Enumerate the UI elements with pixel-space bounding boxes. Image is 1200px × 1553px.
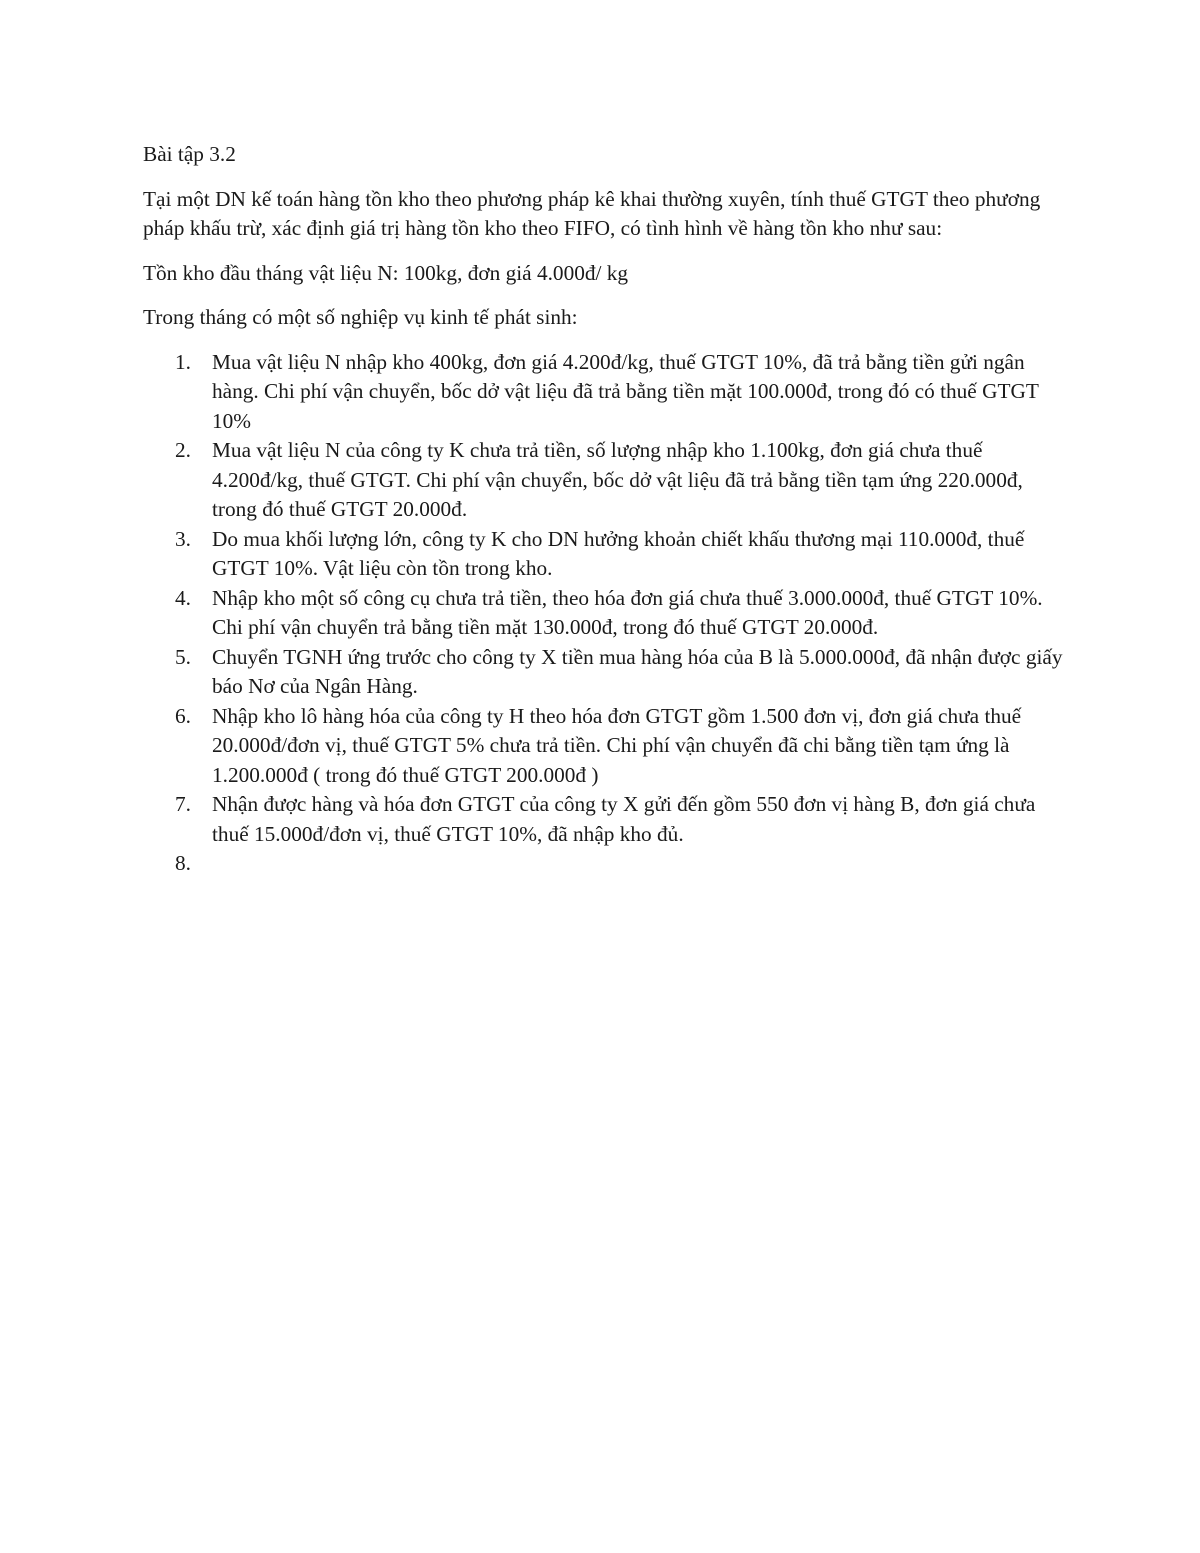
document-page (143, 140, 1068, 875)
list-item-number: 8. (175, 851, 191, 875)
list-item-number: 5. (175, 644, 191, 669)
list-item (143, 643, 1068, 702)
list-item-text: Nhập kho lô hàng hóa của công ty H theo hóa đơn GTGT gồm 1.500 đơn vị, đơn giá chưa thuế 20.000đ/đơn vị, thuế GTGT 5% chưa trả tiền. Chi phí vận chuyển đã chi bằng tiền tạm ứng là 1.200.000đ ( trong đó thuế GTGT 200.000đ ) (212, 703, 1022, 787)
list-item (143, 702, 1068, 791)
list-item (143, 525, 1068, 584)
list-item-text: Mua vật liệu N nhập kho 400kg, đơn giá 4.200đ/kg, thuế GTGT 10%, đã trả bằng tiền gửi ngân hàng. Chi phí vận chuyển, bốc dở vật liệu đã trả bằng tiền mặt 100.000đ, trong đó có thuế GTGT 10% (212, 349, 1039, 433)
opening-stock-paragraph: Tồn kho đầu tháng vật liệu N: 100kg, đơn giá 4.000đ/ kg (143, 260, 629, 285)
exercise-title: Bài tập 3.2 (143, 142, 236, 166)
list-item-text: Do mua khối lượng lớn, công ty K cho DN hưởng khoản chiết khấu thương mại 110.000đ, thuế GTGT 10%. Vật liệu còn tồn trong kho. (212, 526, 1025, 580)
list-item-number: 4. (175, 585, 191, 610)
list-item-text: Nhập kho một số công cụ chưa trả tiền, theo hóa đơn giá chưa thuế 3.000.000đ, thuế GTGT 10%. Chi phí vận chuyển trả bằng tiền mặt 130.000đ, trong đó thuế GTGT 20.000đ. (212, 585, 1043, 639)
list-item (143, 584, 1068, 643)
list-item-number: 2. (175, 438, 191, 462)
list-item (143, 790, 1068, 849)
list-item-text: Mua vật liệu N của công ty K chưa trả tiền, số lượng nhập kho 1.100kg, đơn giá chưa thuế 4.200đ/kg, thuế GTGT. Chi phí vận chuyển, bốc dở vật liệu đã trả bằng tiền tạm ứng 220.000đ, trong đó thuế GTGT 20.000đ. (212, 438, 1023, 521)
list-item (143, 436, 1068, 525)
transactions-list (143, 348, 1068, 875)
list-item-text: Chuyển TGNH ứng trước cho công ty X tiền mua hàng hóa của B là 5.000.000đ, đã nhận được giấy báo Nơ của Ngân Hàng. (212, 644, 1063, 698)
list-item (143, 348, 1068, 437)
list-item-number: 1. (175, 349, 191, 374)
list-item-number: 6. (175, 703, 191, 728)
list-item-number: 7. (175, 792, 191, 816)
transactions-heading: Trong tháng có một số nghiệp vụ kinh tế phát sinh: (143, 305, 578, 329)
intro-paragraph: Tại một DN kế toán hàng tồn kho theo phương pháp kê khai thường xuyên, tính thuế GTGT theo phương pháp khấu trừ, xác định giá trị hàng tồn kho theo FIFO, có tình hình về hàng tồn kho như sau: (143, 186, 1041, 240)
list-item-text: Nhận được hàng và hóa đơn GTGT của công ty X gửi đến gồm 550 đơn vị hàng B, đơn giá chưa thuế 15.000đ/đơn vị, thuế GTGT 10%, đã nhập kho đủ. (212, 792, 1036, 846)
list-item-number: 3. (175, 526, 191, 551)
